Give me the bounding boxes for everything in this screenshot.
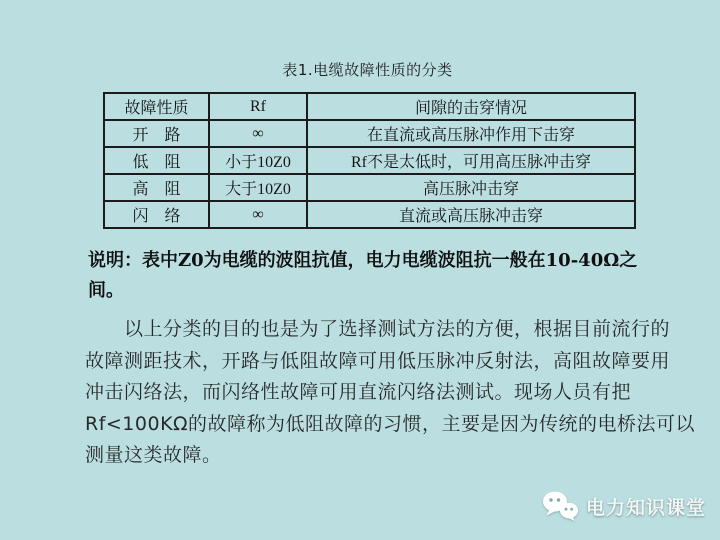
cell-fault-nature: 高 阻 <box>104 174 209 201</box>
table-row <box>104 201 635 228</box>
cell-gap-breakdown: 直流或高压脉冲击穿 <box>307 201 635 228</box>
watermark-label: 电力知识课堂 <box>585 496 706 519</box>
watermark <box>542 490 706 522</box>
table-row <box>104 174 635 201</box>
cell-gap-breakdown: Rf不是太低时，可用高压脉冲击穿 <box>307 147 635 174</box>
col-header-fault-nature: 故障性质 <box>104 93 209 120</box>
cell-gap-breakdown: 在直流或高压脉冲作用下击穿 <box>307 120 635 147</box>
paragraph-line: 测量这类故障。 <box>85 444 222 466</box>
cell-fault-nature: 开 路 <box>104 120 209 147</box>
cell-rf: 小于10Z0 <box>209 147 307 174</box>
paragraph-line: 故障测距技术，开路与低阻故障可用低压脉冲反射法，高阻故障要用 <box>85 349 671 372</box>
paragraph-line: Rf<100KΩ的故障称为低阻故障的习惯，主要是因为传统的电桥法可以 <box>85 412 696 435</box>
body-paragraph <box>85 314 696 472</box>
cell-fault-nature: 闪 络 <box>104 201 209 228</box>
cell-rf: 大于10Z0 <box>209 174 307 201</box>
cell-rf: ∞ <box>209 201 307 228</box>
cell-gap-breakdown: 高压脉冲击穿 <box>307 174 635 201</box>
paragraph-line: 冲击闪络法，而闪络性故障可用直流闪络法测试。现场人员有把 <box>85 381 632 403</box>
wechat-icon <box>542 490 579 522</box>
table-header-row <box>104 93 635 120</box>
cell-rf: ∞ <box>209 120 307 147</box>
table-title: 表1.电缆故障性质的分类 <box>282 61 453 79</box>
cell-fault-nature: 低 阻 <box>104 147 209 174</box>
table-row <box>104 120 635 147</box>
note-text <box>88 246 663 306</box>
note-line: 间。 <box>88 280 124 301</box>
fault-table <box>103 92 636 229</box>
table-row <box>104 147 635 174</box>
col-header-gap-breakdown: 间隙的击穿情况 <box>307 93 635 120</box>
paragraph-line: 以上分类的目的也是为了选择测试方法的方便，根据目前流行的 <box>124 318 671 340</box>
note-line: 说明：表中Z0为电缆的波阻抗值，电力电缆波阻抗一般在10-40Ω之 <box>88 250 638 271</box>
col-header-rf: Rf <box>209 93 307 120</box>
